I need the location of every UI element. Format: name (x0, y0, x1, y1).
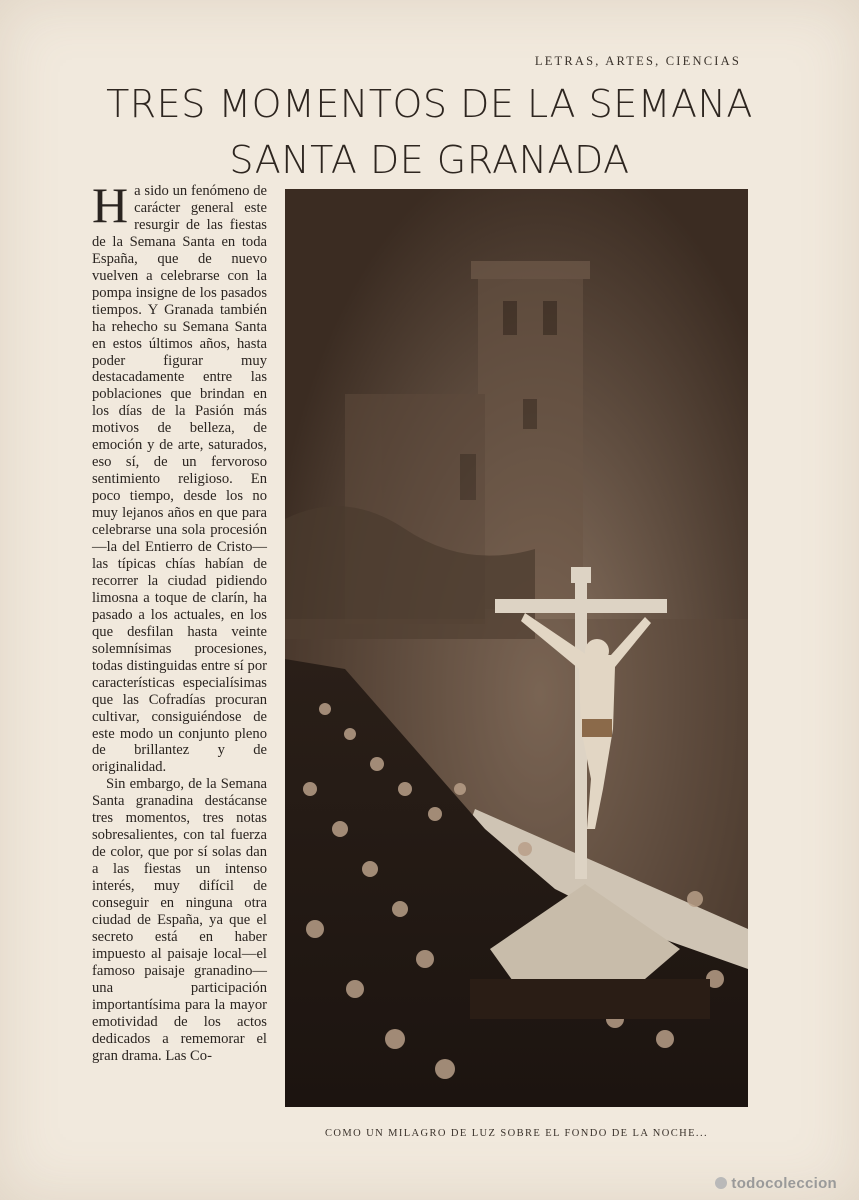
paragraph-1 (92, 177, 267, 776)
title-line-1: TRES MOMENTOS DE LA SEMANA (106, 82, 753, 126)
photo-caption: COMO UN MILAGRO DE LUZ SOBRE EL FONDO DE LA NOCHE... (324, 1128, 709, 1139)
paragraph-1-text: a sido un fenómeno de carácter general este resurgir de las fiestas de la Semana Santa en toda España, que de nuevo vuelven a celebrarse con la pompa insigne de los pasados tiempos. Y Granada también ha rehecho su Semana Santa en estos últimos años, hasta poder figurar muy destacadamente entre las poblaciones que brindan en los días de la Pasión más motivos de belleza, de emoción y de arte, saturados, eso sí, de un fervoroso sentimiento religioso. En poco tiempo, desde los no muy lejanos años en que para celebrarse una sola procesión—la del Entierro de Cristo—las típicas chías habían de recorrer la ciudad pidiendo limosna a toque de clarín, ha pasado a los actuales, en los que desfilan hasta veinte solemnísimas procesiones, todas distinguidas entre sí por características especialísimas que las Cofradías procuran cultivar, consiguiéndose de este modo un conjunto pleno de brillantez y de originalidad. (92, 183, 267, 776)
section-header: LETRAS, ARTES, CIENCIAS (534, 54, 741, 68)
watermark-text: todocoleccion (731, 1175, 837, 1192)
drop-cap: H (92, 177, 129, 233)
article-body (92, 177, 267, 1065)
article-title (0, 76, 859, 188)
watermark (715, 1175, 837, 1192)
watermark-logo-icon (715, 1177, 727, 1189)
title-line-2: SANTA DE GRANADA (229, 138, 630, 182)
paragraph-2: Sin embargo, de la Semana Santa granadina destácanse tres momentos, tres notas sobresalientes, con tal fuerza de color, que por sí solas dan a las fiestas un intenso interés, muy difícil de conseguir en ninguna otra ciudad de España, ya que el secreto está en haber impuesto al paisaje local—el famoso paisaje granadino—una participación importantísima para la mayor emotividad de los actos dedicados a rememorar el gran drama. Las Co- (92, 776, 267, 1064)
procession-photo (285, 189, 748, 1107)
